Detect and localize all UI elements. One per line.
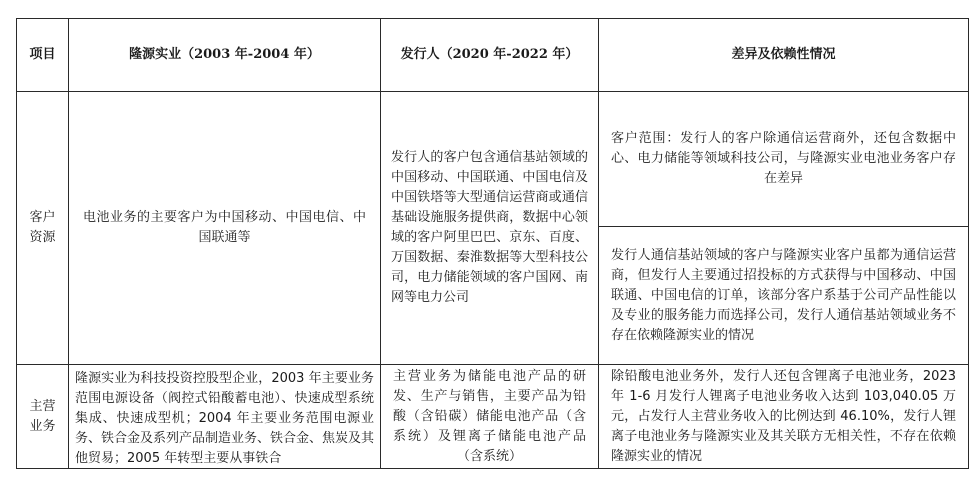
main-longyuan-cell <box>69 365 381 469</box>
row-label-customer: 客户资源 <box>17 92 69 365</box>
header-issuer: 发行人（2020 年-2022 年） <box>381 19 599 92</box>
customer-diff-cell-2 <box>599 227 969 365</box>
customer-diff-text-2: 发行人通信基站领域的客户与隆源实业客户虽都为通信运营商，但发行人主要通过招投标的方式获得与中国移动、中国联通、中国电信的订单，该部分客户系基于公司产品性能以及专业的服务能力而选择公司，发行人通信基站领域业务不存在依赖隆源实业的情况 <box>611 247 956 343</box>
main-issuer-text: 主营业务为储能电池产品的研发、生产与销售，主要产品为铅酸（含铅碳）储能电池产品（含系统）及锂离子储能电池产品（含系统） <box>393 368 586 464</box>
customer-longyuan-text: 电池业务的主要客户为中国移动、中国电信、中国联通等 <box>83 210 366 245</box>
customer-issuer-text: 发行人的客户包含通信基站领域的中国移动、中国联通、中国电信及中国铁塔等大型通信运营商或通信基础设施服务提供商，数据中心领域的客户阿里巴巴、京东、百度、万国数据、秦淮数据等大型科技公司，电力储能领域的客户国网、南网等电力公司 <box>391 150 588 305</box>
table-row-customer <box>17 92 969 227</box>
customer-diff-cell-1 <box>599 92 969 227</box>
row-label-main-business: 主营业务 <box>17 365 69 469</box>
main-diff-text: 除铅酸电池业务外，发行人还包含锂离子电池业务，2023 年 1-6 月发行人锂离子电池业务收入达到 103,040.05 万元，占发行人主营业务收入的比例达到 46.10%，发行人锂离子电池业务与隆源实业及其关联方无相关性，不存在依赖隆源实业的情况 <box>611 368 956 464</box>
customer-diff-text-1: 客户范围：发行人的客户除通信运营商外，还包含数据中心、电力储能等领域科技公司，与隆源实业电池业务客户存在差异 <box>611 131 956 187</box>
customer-longyuan-cell <box>69 92 381 365</box>
header-item: 项目 <box>17 19 69 92</box>
main-diff-cell <box>599 365 969 469</box>
table-row-main-business <box>17 365 969 469</box>
header-longyuan: 隆源实业（2003 年-2004 年） <box>69 19 381 92</box>
main-longyuan-text: 隆源实业为科技投资控股型企业，2003 年主要业务范围电源设备（阀控式铅酸蓄电池）、快速成型系统集成、快速成型机；2004 年主要业务范围电源业务、铁合金及系列产品制造业务、铁合金、焦炭及其他贸易；2005 年转型主要从事铁合 <box>75 370 374 466</box>
main-issuer-cell <box>381 365 599 469</box>
header-diff: 差异及依赖性情况 <box>599 19 969 92</box>
table-header-row <box>17 19 969 92</box>
comparison-table <box>16 18 969 469</box>
customer-issuer-cell <box>381 92 599 365</box>
